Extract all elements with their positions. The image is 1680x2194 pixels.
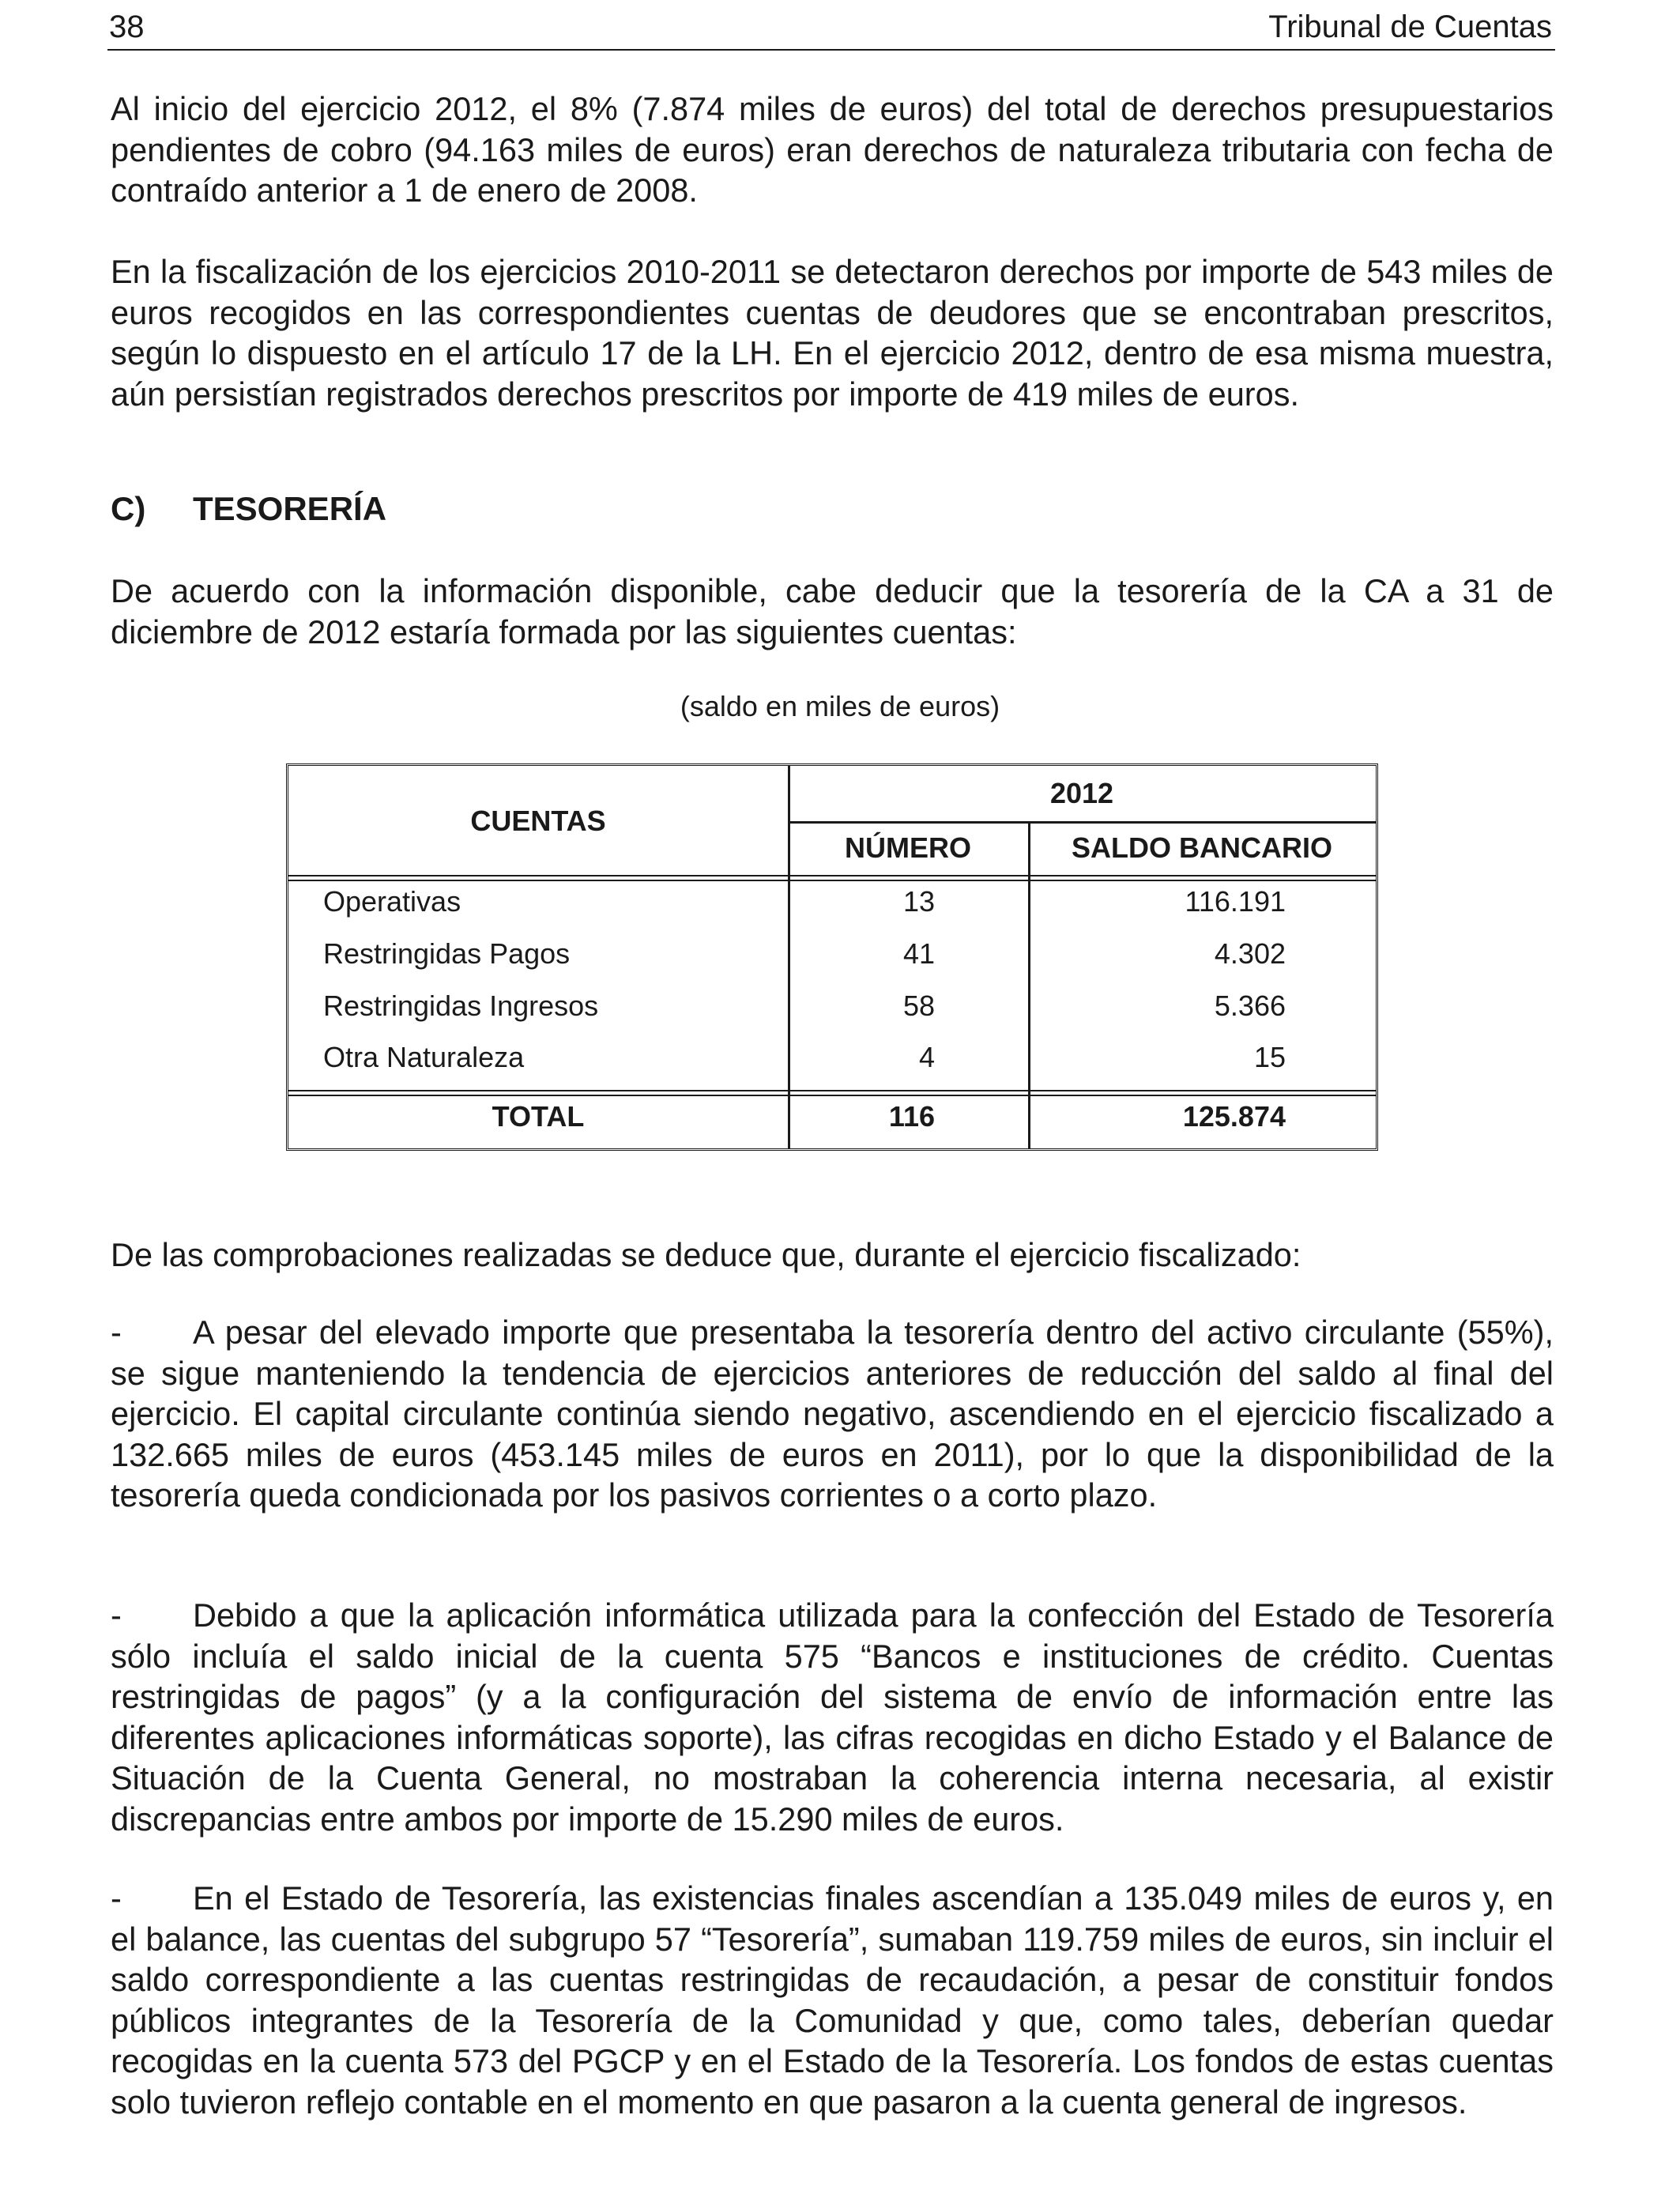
section-heading — [111, 487, 386, 531]
row-numero: 13 — [902, 885, 935, 918]
header-bottom-border — [288, 875, 1376, 881]
row-numero: 58 — [902, 990, 935, 1022]
row-numero: 4 — [918, 1041, 935, 1073]
list-dash: - — [111, 1879, 122, 1917]
header-year: 2012 — [1049, 777, 1114, 809]
list-item — [111, 1312, 1554, 1516]
list-item — [111, 1595, 1554, 1839]
list-item-text: En el Estado de Tesorería, las existencias finales ascendían a 135.049 miles de euros y, en el balance, las cuentas del subgrupo 57 “Tesorería”, sumaban 119.759 miles de euros, sin incluir el saldo correspondiente a las cuentas restringidas de recaudación, a pesar de constituir fondos públicos integrantes de la Tesorería de la Comunidad y que, como tales, deberían quedar recogidas en la cuenta 573 del PGCP y en el Estado de la Tesorería. Los fondos de estas cuentas solo tuvieron reflejo contable en el momento en que pasaron a la cuenta general de ingresos. — [111, 1879, 1554, 2120]
header-divider — [788, 821, 1376, 824]
page-header — [107, 5, 1555, 51]
treasury-table — [286, 763, 1378, 1151]
list-item-text: Debido a que la aplicación informática utilizada para la confección del Estado de Tesorería sólo incluía el saldo inicial de la cuenta 575 “Bancos e instituciones de crédito. Cuentas restringidas de pagos” (y a la configuración del sistema de envío de información entre las diferentes aplicaciones informáticas soporte), las cifras recogidas en dicho Estado y el Balance de Situación de la Cuenta General, no mostraban la coherencia interna necesaria, al existir discrepancias entre ambos por importe de 15.290 miles de euros. — [111, 1596, 1554, 1838]
total-label: TOTAL — [492, 1100, 585, 1133]
total-saldo: 125.874 — [1182, 1100, 1286, 1133]
running-title: Tribunal de Cuentas — [1268, 9, 1552, 44]
row-cuenta: Restringidas Ingresos — [323, 990, 599, 1022]
total-numero: 116 — [888, 1100, 935, 1133]
row-saldo: 4.302 — [1214, 937, 1286, 970]
row-saldo: 15 — [1253, 1041, 1286, 1073]
paragraph-prescribed-rights: En la fiscalización de los ejercicios 2010-2011 se detectaron derechos por importe de 543 miles de euros recogidos en las correspondientes cuentas de deudores que se encontraban prescritos, según lo dispuesto en el artículo 17 de la LH. En el ejercicio 2012, dentro de esa misma muestra, aún persistían registrados derechos prescritos por importe de 419 miles de euros. — [111, 253, 1554, 413]
row-numero: 41 — [902, 937, 935, 970]
list-dash: - — [111, 1596, 122, 1634]
list-dash: - — [111, 1314, 122, 1351]
table-caption: (saldo en miles de euros) — [680, 690, 1000, 722]
row-saldo: 5.366 — [1214, 990, 1286, 1022]
row-cuenta: Otra Naturaleza — [323, 1041, 525, 1073]
header-cuentas: CUENTAS — [470, 805, 606, 837]
paragraph-checks-intro: De las comprobaciones realizadas se deduce que, durante el ejercicio fiscalizado: — [111, 1236, 1301, 1273]
section-letter: C) — [111, 490, 146, 527]
row-cuenta: Operativas — [323, 885, 461, 918]
paragraph-pending-rights: Al inicio del ejercicio 2012, el 8% (7.874 miles de euros) del total de derechos presupuestarios pendientes de cobro (94.163 miles de euros) eran derechos de naturaleza tributaria con fecha de contraído anterior a 1 de enero de 2008. — [111, 90, 1554, 209]
paragraph-treasury-intro: De acuerdo con la información disponible, cabe deducir que la tesorería de la CA a 31 de diciembre de 2012 estaría formada por las siguientes cuentas: — [111, 572, 1554, 650]
section-title: TESORERÍA — [193, 490, 387, 527]
header-numero: NÚMERO — [845, 831, 971, 864]
page-number: 38 — [109, 9, 145, 44]
total-top-border — [288, 1090, 1376, 1096]
header-saldo: SALDO BANCARIO — [1072, 831, 1332, 864]
row-cuenta: Restringidas Pagos — [323, 937, 571, 970]
list-item — [111, 1878, 1554, 2122]
row-saldo: 116.191 — [1185, 885, 1286, 918]
list-item-text: A pesar del elevado importe que presentaba la tesorería dentro del activo circulante (55%), se sigue manteniendo la tendencia de ejercicios anteriores de reducción del saldo al final del ejercicio. El capital circulante continúa siendo negativo, ascendiendo en el ejercicio fiscalizado a 132.665 miles de euros (453.145 miles de euros en 2011), por lo que la disponibilidad de la tesorería queda condicionada por los pasivos corrientes o a corto plazo. — [111, 1314, 1554, 1514]
